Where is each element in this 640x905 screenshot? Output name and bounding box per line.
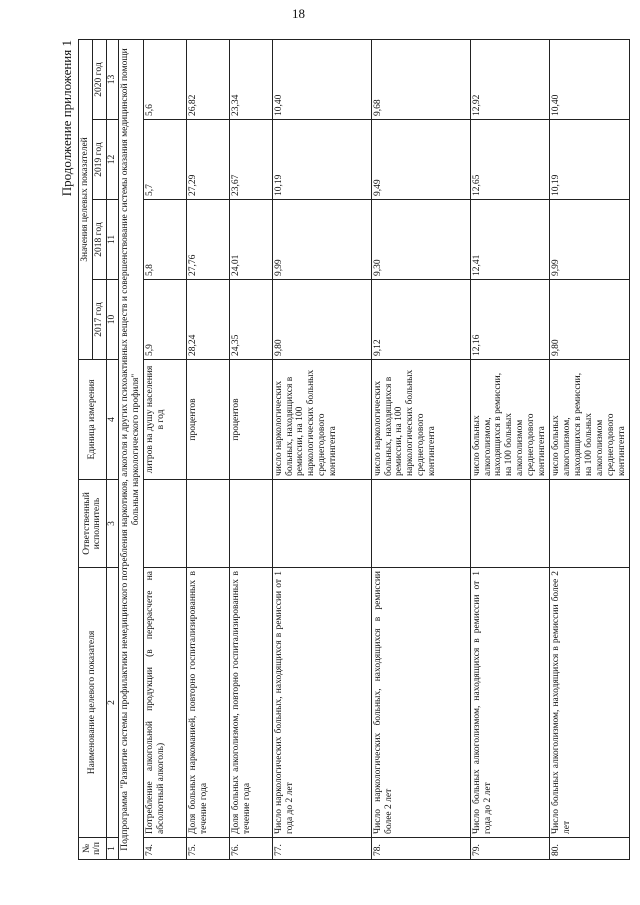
value-2019: 23,67 [229,120,272,200]
value-2019: 12,65 [470,120,549,200]
header-year-2017: 2017 год [92,280,106,360]
column-number: 1 [106,838,118,860]
subprogram-row [118,40,143,860]
header-no: № п/п [79,838,107,860]
row-number: 74. [143,838,186,860]
value-2018: 9,30 [371,200,470,280]
value-2019: 10,19 [550,120,629,200]
responsible-cell [229,480,272,568]
indicator-name: Доля больных алкоголизмом, повторно госпитализированных в течение года [229,568,272,838]
table-header-row [79,40,93,860]
value-2017: 28,24 [186,280,229,360]
column-number: 4 [106,360,118,480]
header-year-2019: 2019 год [92,120,106,200]
header-name: Наименование целевого показателя [79,568,107,838]
row-number: 78. [371,838,470,860]
indicator-name: Число больных алкоголизмом, находящихся в ремиссии более 2 лет [550,568,629,838]
responsible-cell [143,480,186,568]
table-row [143,40,186,860]
value-2020: 9,68 [371,40,470,120]
value-2019: 5,7 [143,120,186,200]
responsible-cell [272,480,371,568]
subprogram-title: Подпрограмма "Развитие системы профилактики немедицинского потребления наркотиков, алкоголя и других психоактивных веществ и совершенствование системы оказания медицинской помощи больным наркологического профиля" [118,40,143,860]
value-2017: 9,80 [272,280,371,360]
column-number: 11 [106,200,118,280]
header-year-2018: 2018 год [92,200,106,280]
value-2020: 10,40 [550,40,629,120]
header-unit: Единица измерения [79,360,107,480]
unit-cell: число наркологических больных, находящихся в ремиссии, на 100 наркологических больных среднегодового контингента [272,360,371,480]
column-number: 10 [106,280,118,360]
unit-cell: процентов [229,360,272,480]
indicator-name: Потребление алкогольной продукции (в перерасчете на абсолютный алкоголь) [143,568,186,838]
value-2018: 27,76 [186,200,229,280]
responsible-cell [470,480,549,568]
row-number: 76. [229,838,272,860]
unit-cell: число наркологических больных, находящихся в ремиссии, на 100 наркологических больных среднегодового контингента [371,360,470,480]
value-2019: 27,29 [186,120,229,200]
unit-cell: число больных алкоголизмом, находящихся в ремиссии, на 100 больных алкоголизмом среднегодового контингента [470,360,549,480]
table-row [229,40,272,860]
rotated-page-content [59,40,627,860]
value-2020: 5,6 [143,40,186,120]
value-2020: 12,92 [470,40,549,120]
value-2018: 12,41 [470,200,549,280]
value-2020: 23,34 [229,40,272,120]
unit-cell: литров на душу населения в год [143,360,186,480]
column-number: 3 [106,480,118,568]
value-2017: 24,35 [229,280,272,360]
indicators-table [78,39,630,860]
indicator-name: Число наркологических больных, находящихся в ремиссии от 1 года до 2 лет [272,568,371,838]
row-number: 80. [550,838,629,860]
column-numbers-row [106,40,118,860]
table-row [186,40,229,860]
header-values: Значения целевых показателей [79,40,93,360]
table-row [371,40,470,860]
table-row [470,40,549,860]
row-number: 75. [186,838,229,860]
value-2019: 10,19 [272,120,371,200]
indicator-name: Число больных алкоголизмом, находящихся в ремиссии от 1 года до 2 лет [470,568,549,838]
table-row [550,40,629,860]
value-2020: 10,40 [272,40,371,120]
value-2018: 24,01 [229,200,272,280]
header-year-2020: 2020 год [92,40,106,120]
value-2019: 9,49 [371,120,470,200]
header-responsible: Ответственный исполнитель [79,480,107,568]
value-2018: 9,99 [272,200,371,280]
value-2017: 12,16 [470,280,549,360]
table-row [272,40,371,860]
responsible-cell [186,480,229,568]
responsible-cell [550,480,629,568]
indicator-name: Число наркологических больных, находящихся в ремиссии более 2 лет [371,568,470,838]
row-number: 77. [272,838,371,860]
value-2020: 26,82 [186,40,229,120]
responsible-cell [371,480,470,568]
value-2018: 9,99 [550,200,629,280]
column-number: 13 [106,40,118,120]
page-number: 18 [292,6,305,21]
row-number: 79. [470,838,549,860]
unit-cell: число больных алкоголизмом, находящихся в ремиссии, на 100 больных алкоголизмом среднегодового контингента [550,360,629,480]
continuation-label: Продолжение приложения 1 [59,40,74,197]
value-2017: 9,12 [371,280,470,360]
unit-cell: процентов [186,360,229,480]
column-number: 12 [106,120,118,200]
indicator-name: Доля больных наркоманией, повторно госпитализированных в течение года [186,568,229,838]
value-2017: 9,80 [550,280,629,360]
value-2018: 5,8 [143,200,186,280]
value-2017: 5,9 [143,280,186,360]
column-number: 2 [106,568,118,838]
